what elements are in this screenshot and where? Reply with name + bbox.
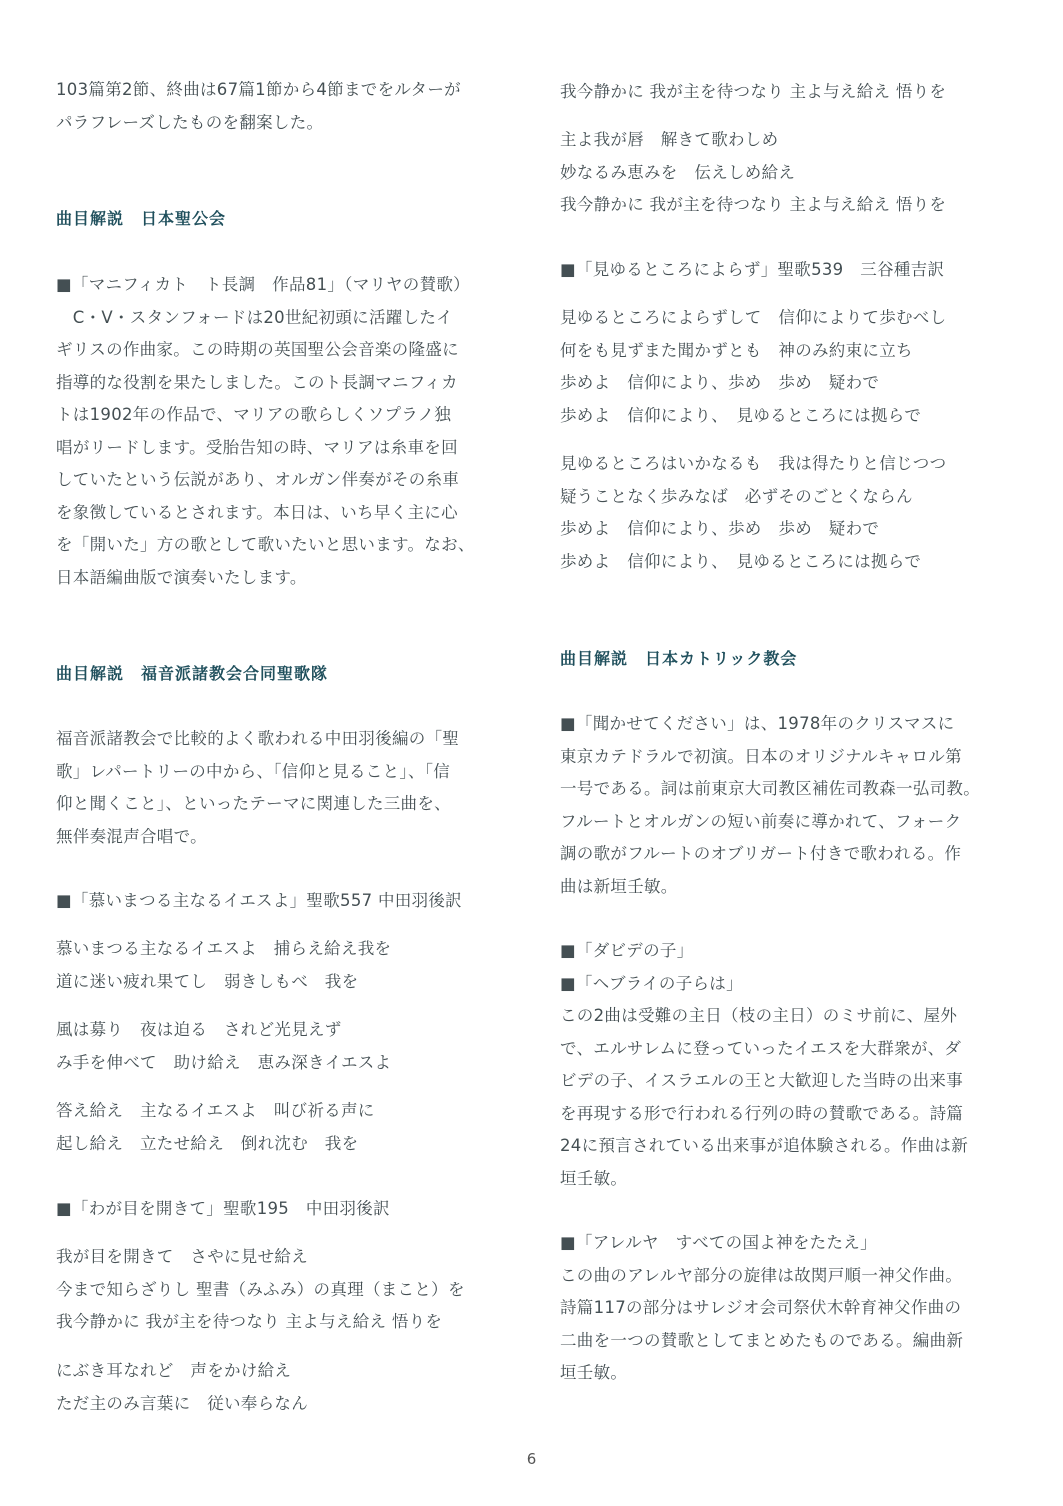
david-hebrew-description — [560, 935, 1010, 1195]
text-line: フルートとオルガンの短い前奏に導かれて、フォーク — [560, 811, 962, 831]
song-557-verse-2 — [56, 1014, 506, 1079]
text-line: ■「アレルヤ すべての国よ神をたたえ」 — [560, 1233, 877, 1252]
song-title-557: ■「慕いまつる主なるイエスよ」聖歌557 中田羽後訳 — [56, 891, 462, 910]
song-195-verse-2 — [56, 1355, 506, 1420]
text-line: ただ主のみ言葉に 従い奉らなん — [56, 1393, 308, 1413]
text-line: 東京カテドラルで初演。日本のオリジナルキャロル第 — [560, 746, 962, 766]
text-line: 見ゆるところはいかなるも 我は得たりと信じつつ — [560, 454, 947, 473]
text-line: 我今静かに 我が主を待つなり 主よ与え給え 悟りを — [56, 1312, 443, 1331]
text-line: ■「ヘブライの子らは」 — [560, 973, 743, 993]
kikasete-description — [560, 708, 1010, 903]
text-line: 垣壬敏。 — [560, 1168, 628, 1188]
text-line: で、エルサレムに登っていったイエスを大群衆が、ダ — [560, 1038, 962, 1058]
text-line: 我が目を開きて さやに見せ給え — [56, 1247, 308, 1266]
text-line: 唱がリードします。受胎告知の時、マリアは糸車を回 — [56, 437, 458, 457]
text-line: 一号である。詞は前東京大司教区補佐司教森一弘司教。 — [560, 779, 980, 798]
alleluia-description — [560, 1227, 1010, 1390]
text-line: 見ゆるところによらずして 信仰によりて歩むべし — [560, 308, 947, 327]
text-line: 何をも見ずまた聞かずとも 神のみ約束に立ち — [560, 340, 913, 360]
text-line: 日本語編曲版で演奏いたします。 — [56, 567, 307, 587]
song-195-verse-1 — [56, 1241, 506, 1339]
text-line: C・V・スタンフォードは20世紀初頭に活躍したイ — [56, 307, 453, 327]
text-line: を「開いた」方の歌として歌いたいと思います。なお、 — [56, 535, 475, 554]
text-line: 答え給え 主なるイエスよ 叫び祈る声に — [56, 1101, 375, 1120]
section-heading-catholic: 曲目解説 日本カトリック教会 — [560, 649, 798, 668]
text-line: 無伴奏混声合唱で。 — [56, 826, 207, 846]
text-line: 歩めよ 信仰により、 見ゆるところには拠らで — [560, 551, 922, 571]
section-heading-evangelical: 曲目解説 福音派諸教会合同聖歌隊 — [56, 664, 329, 683]
text-line: 我今静かに 我が主を待つなり 主よ与え給え 悟りを — [560, 82, 947, 101]
song-195-verse-3 — [560, 124, 1010, 222]
text-line: 詩篇117の部分はサレジオ会司祭伏木幹育神父作曲の — [560, 1298, 962, 1317]
song-195-verse-1-cont — [560, 76, 1010, 109]
text-line: 歩めよ 信仰により、 見ゆるところには拠らで — [560, 405, 922, 425]
text-line: 今まで知らざりし 聖書（みふみ）の真理（まこと）を — [56, 1279, 465, 1299]
text-line: 調の歌がフルートのオブリガート付きで歌われる。作 — [560, 844, 962, 863]
text-line: み手を伸べて 助け給え 恵み深きイエスよ — [56, 1052, 392, 1072]
text-line: 歩めよ 信仰により、歩め 歩め 疑わで — [560, 519, 880, 538]
song-539-verse-1 — [560, 302, 1010, 432]
text-line: 疑うことなく歩みなば 必ずそのごとくならん — [560, 486, 913, 506]
text-line: 福音派諸教会で比較的よく歌われる中田羽後編の「聖 — [56, 729, 460, 748]
text-line: 103篇第2節、終曲は67篇1節から4節までをルターが — [56, 80, 461, 99]
text-line: ■「聞かせてください」は、1978年のクリスマスに — [560, 714, 955, 733]
text-line: 歩めよ 信仰により、歩め 歩め 疑わで — [560, 373, 880, 392]
text-line: 道に迷い疲れ果てし 弱きしもべ 我を — [56, 971, 359, 991]
text-line: トは1902年の作品で、マリアの歌らしくソプラノ独 — [56, 405, 452, 424]
song-title-195: ■「わが目を開きて」聖歌195 中田羽後訳 — [56, 1199, 390, 1218]
text-line: 24に預言されている出来事が追体験される。作曲は新 — [560, 1136, 968, 1155]
text-line: この2曲は受難の主日（枝の主日）のミサ前に、屋外 — [560, 1006, 958, 1025]
text-line: ビデの子、イスラエルの王と大歓迎した当時の出来事 — [560, 1071, 964, 1090]
text-line: にぶき耳なれど 声をかけ給え — [56, 1361, 292, 1380]
text-line: この曲のアレルヤ部分の旋律は故関戸順一神父作曲。 — [560, 1265, 963, 1285]
evangelical-description — [56, 723, 506, 853]
song-title-539: ■「見ゆるところによらず」聖歌539 三谷種吉訳 — [560, 260, 945, 279]
text-line: 慕いまつる主なるイエスよ 捕らえ給え我を — [56, 939, 392, 958]
text-line: ギリスの作曲家。この時期の英国聖公会音楽の隆盛に — [56, 340, 459, 359]
magnificat-description — [56, 269, 506, 594]
text-line: 起し給え 立たせ給え 倒れ沈む 我を — [56, 1133, 359, 1153]
text-line: ■「マニフィカト ト長調 作品81」（マリヤの賛歌） — [56, 275, 470, 294]
text-line: 我今静かに 我が主を待つなり 主よ与え給え 悟りを — [560, 195, 947, 214]
text-line: 風は募り 夜は迫る されど光見えず — [56, 1020, 342, 1039]
text-line: 指導的な役割を果たしました。このト長調マニフィカ — [56, 372, 458, 392]
text-line: 妙なるみ恵みを 伝えしめ給え — [560, 162, 796, 182]
text-line: 曲は新垣壬敏。 — [560, 876, 678, 896]
text-line: 二曲を一つの賛歌としてまとめたものである。編曲新 — [560, 1330, 964, 1350]
text-line: 主よ我が唇 解きて歌わしめ — [560, 130, 779, 149]
text-line: を象徴しているとされます。本日は、いち早く主に心 — [56, 502, 458, 522]
song-557-verse-3 — [56, 1095, 506, 1160]
text-line: していたという伝説があり、オルガン伴奏がその糸車 — [56, 470, 460, 489]
text-line: 仰と聞くこと」、といったテーマに関連した三曲を、 — [56, 794, 451, 813]
song-557-verse-1 — [56, 933, 506, 998]
song-539-verse-2 — [560, 448, 1010, 578]
section-heading-anglican: 曲目解説 日本聖公会 — [56, 209, 227, 228]
text-line: パラフレーズしたものを翻案した。 — [56, 112, 324, 132]
text-line: を再現する形で行われる行列の時の賛歌である。詩篇 — [560, 1103, 964, 1123]
text-line: ■「ダビデの子」 — [560, 941, 694, 960]
text-line: 垣壬敏。 — [560, 1363, 628, 1382]
intro-paragraph — [56, 74, 506, 139]
page-number: 6 — [526, 1450, 537, 1468]
text-line: 歌」レパートリーの中から、「信仰と見ること」、「信 — [56, 761, 451, 781]
